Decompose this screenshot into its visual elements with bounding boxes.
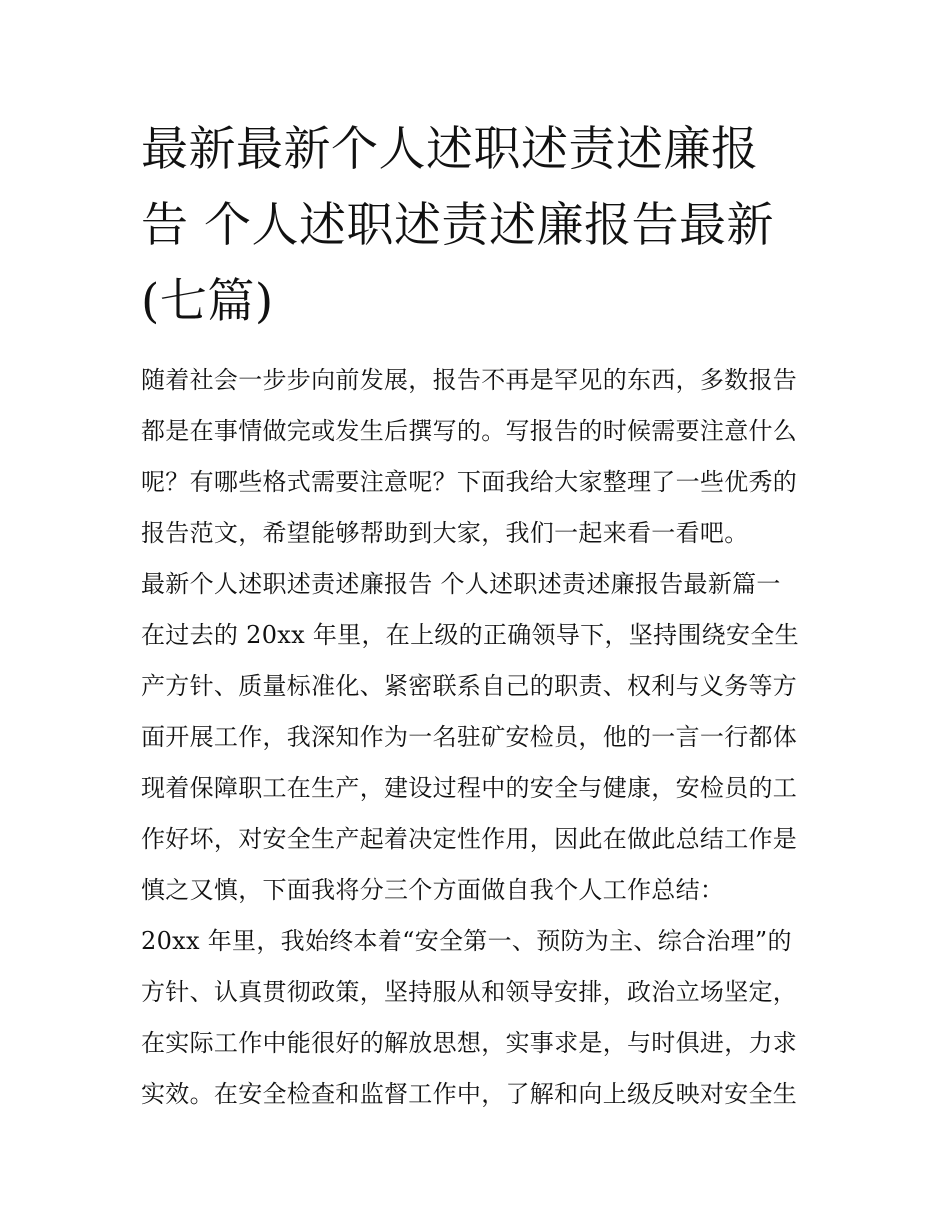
section-heading: 最新个人述职述责述廉报告 个人述职述责述廉报告最新篇一	[141, 570, 781, 598]
paragraph-line: 呢？有哪些格式需要注意呢？下面我给大家整理了一些优秀的	[141, 468, 798, 496]
paragraph-line: 随着社会一步步向前发展，报告不再是罕见的东西，多数报告	[141, 366, 798, 394]
document-title	[141, 112, 821, 340]
paragraph-line: 方针、认真贯彻政策，坚持服从和领导安排，政治立场坚定，	[141, 978, 798, 1006]
paragraph-line: 面开展工作，我深知作为一名驻矿安检员，他的一言一行都体	[141, 723, 798, 751]
paragraph-line: 产方针、质量标准化、紧密联系自己的职责、权利与义务等方	[141, 672, 798, 700]
paragraph-line: 在实际工作中能很好的解放思想，实事求是，与时俱进，力求	[141, 1029, 798, 1057]
paragraph-line: 实效。在安全检查和监督工作中，了解和向上级反映对安全生	[141, 1080, 798, 1108]
title-line: 告 个人述职述责述廉报告最新	[141, 198, 774, 253]
title-line: (七篇)	[141, 274, 274, 329]
paragraph-line: 20xx 年里，我始终本着“安全第一、预防为主、综合治理”的	[141, 927, 792, 955]
paragraph-line: 都是在事情做完或发生后撰写的。写报告的时候需要注意什么	[141, 417, 798, 445]
paragraph-line: 慎之又慎，下面我将分三个方面做自我个人工作总结：	[141, 876, 725, 904]
paragraph-line: 报告范文，希望能够帮助到大家，我们一起来看一看吧。	[141, 519, 749, 547]
document-body	[141, 355, 831, 1120]
title-line: 最新最新个人述职述责述廉报	[141, 122, 759, 177]
paragraph-line: 作好坏，对安全生产起着决定性作用，因此在做此总结工作是	[141, 825, 798, 853]
paragraph-line: 在过去的 20xx 年里，在上级的正确领导下，坚持围绕安全生	[141, 621, 799, 649]
paragraph-line: 现着保障职工在生产，建设过程中的安全与健康，安检员的工	[141, 774, 798, 802]
